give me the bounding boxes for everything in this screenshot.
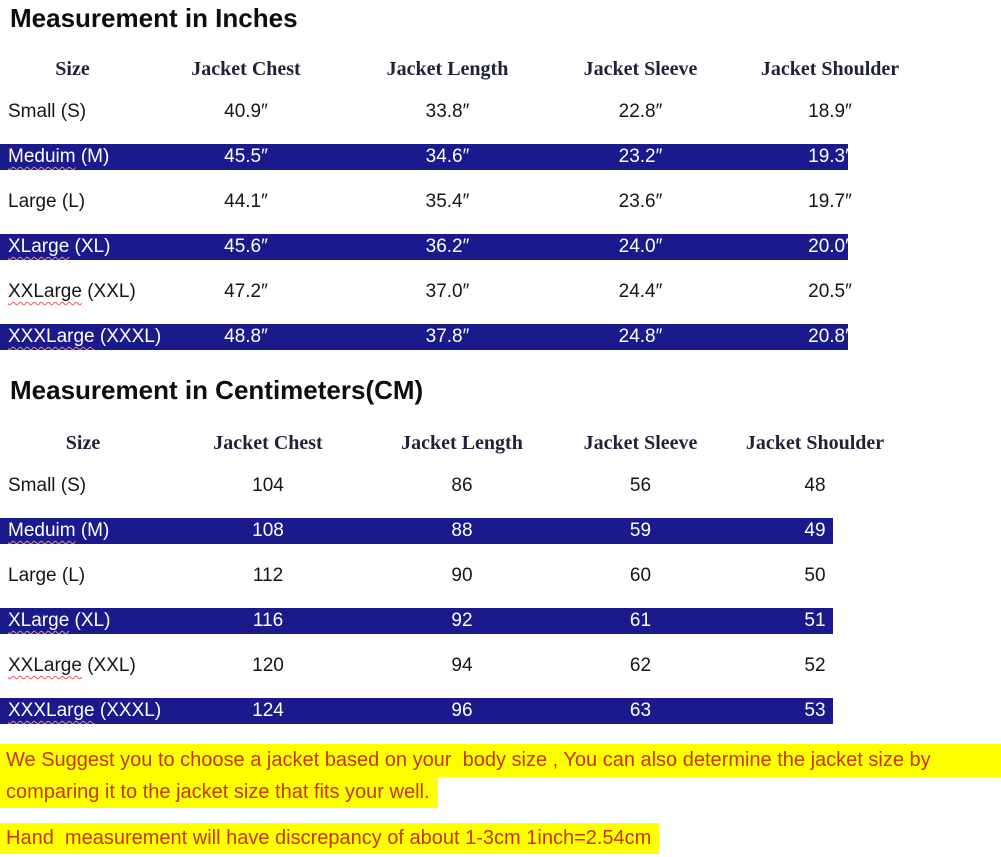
note-line-1: We Suggest you to choose a jacket based on your body size , You can also determine the jacket size by [0, 744, 1001, 777]
length-value: 86 [451, 475, 473, 496]
column-header-sleeve: Jacket Sleeve [583, 432, 698, 454]
size-label: Meduim (M) [8, 146, 110, 167]
length-value: 96 [451, 700, 473, 721]
length-value: 37.8″ [425, 326, 470, 347]
shoulder-value: 50 [804, 565, 826, 586]
size-label: Large (L) [8, 191, 86, 212]
sleeve-value: 24.0″ [618, 236, 663, 257]
size-label: Large (L) [8, 565, 86, 586]
shoulder-value: 52 [804, 655, 826, 676]
size-label: XXLarge (XXL) [8, 655, 136, 676]
sleeve-value: 60 [629, 565, 652, 586]
size-label: XXXLarge (XXXL) [8, 326, 162, 347]
shoulder-value: 20.8″ [808, 326, 852, 347]
chest-value: 44.1″ [224, 191, 268, 212]
chest-value: 45.5″ [224, 146, 268, 167]
length-value: 33.8″ [425, 101, 470, 122]
length-value: 36.2″ [425, 236, 470, 257]
length-value: 90 [451, 565, 473, 586]
column-header-chest: Jacket Chest [213, 432, 323, 454]
table-row-small-in [0, 99, 1001, 125]
size-label: Small (S) [8, 475, 87, 496]
note-line-3: Hand measurement will have discrepancy of about 1-3cm 1inch=2.54cm [0, 823, 659, 854]
sleeve-value: 24.8″ [618, 326, 663, 347]
shoulder-value: 20.5″ [808, 281, 852, 302]
length-value: 34.6″ [425, 146, 470, 167]
shoulder-value: 53 [804, 700, 826, 721]
column-header-size: Size [65, 432, 101, 454]
size-label: Small (S) [8, 101, 87, 122]
note-line-2: comparing it to the jacket size that fits your well. [0, 777, 438, 808]
column-header-sleeve: Jacket Sleeve [583, 58, 698, 80]
length-value: 37.0″ [425, 281, 470, 302]
length-value: 94 [451, 655, 473, 676]
note-gap [0, 808, 1001, 823]
table-row-medium-in [0, 144, 1001, 170]
table-row-xxlarge-in [0, 279, 1001, 305]
chest-value: 104 [252, 475, 284, 496]
shoulder-value: 48 [804, 475, 826, 496]
table-row-medium-cm [0, 518, 1001, 544]
size-label: XLarge (XL) [8, 236, 111, 257]
title-centimeters: Measurement in Centimeters(CM) [10, 375, 424, 405]
shoulder-value: 51 [804, 610, 826, 631]
chest-value: 120 [252, 655, 284, 676]
column-header-shoulder: Jacket Shoulder [760, 58, 900, 80]
chest-value: 45.6″ [224, 236, 268, 257]
sleeve-value: 59 [629, 520, 652, 541]
chest-value: 124 [252, 700, 284, 721]
chest-value: 40.9″ [224, 101, 268, 122]
size-label: XLarge (XL) [8, 610, 111, 631]
inches-table [0, 55, 1001, 350]
sleeve-value: 23.2″ [618, 146, 663, 167]
chest-value: 47.2″ [224, 281, 268, 302]
sleeve-value: 63 [629, 700, 652, 721]
sizing-notes [0, 744, 1001, 854]
shoulder-value: 20.0″ [808, 236, 852, 257]
sleeve-value: 62 [629, 655, 652, 676]
size-label: XXXLarge (XXXL) [8, 700, 162, 721]
table-row-xlarge-in [0, 234, 1001, 260]
table-row-small-cm [0, 473, 1001, 499]
shoulder-value: 19.3″ [808, 146, 852, 167]
chest-value: 48.8″ [224, 326, 268, 347]
length-value: 92 [451, 610, 473, 631]
sleeve-value: 56 [629, 475, 652, 496]
chest-value: 112 [252, 565, 284, 586]
table-row-large-cm [0, 563, 1001, 589]
cm-header-row [0, 429, 1001, 457]
table-row-xxxlarge-in [0, 324, 1001, 350]
inches-header-row [0, 55, 1001, 83]
column-header-chest: Jacket Chest [191, 58, 301, 80]
table-row-xxxlarge-cm [0, 698, 1001, 724]
shoulder-value: 18.9″ [808, 101, 852, 122]
table-row-large-in [0, 189, 1001, 215]
title-inches: Measurement in Inches [10, 3, 298, 33]
column-header-size: Size [55, 58, 90, 80]
table-row-xxlarge-cm [0, 653, 1001, 679]
column-header-length: Jacket Length [401, 432, 523, 454]
sleeve-value: 24.4″ [618, 281, 663, 302]
size-label: XXLarge (XXL) [8, 281, 136, 302]
table-row-xlarge-cm [0, 608, 1001, 634]
shoulder-value: 49 [804, 520, 826, 541]
column-header-shoulder: Jacket Shoulder [745, 432, 885, 454]
length-value: 35.4″ [425, 191, 470, 212]
size-label: Meduim (M) [8, 520, 110, 541]
chest-value: 116 [252, 610, 284, 631]
sleeve-value: 61 [629, 610, 652, 631]
sleeve-value: 23.6″ [618, 191, 663, 212]
sleeve-value: 22.8″ [618, 101, 663, 122]
centimeters-table [0, 429, 1001, 724]
shoulder-value: 19.7″ [808, 191, 852, 212]
length-value: 88 [451, 520, 473, 541]
chest-value: 108 [252, 520, 284, 541]
column-header-length: Jacket Length [386, 58, 509, 80]
